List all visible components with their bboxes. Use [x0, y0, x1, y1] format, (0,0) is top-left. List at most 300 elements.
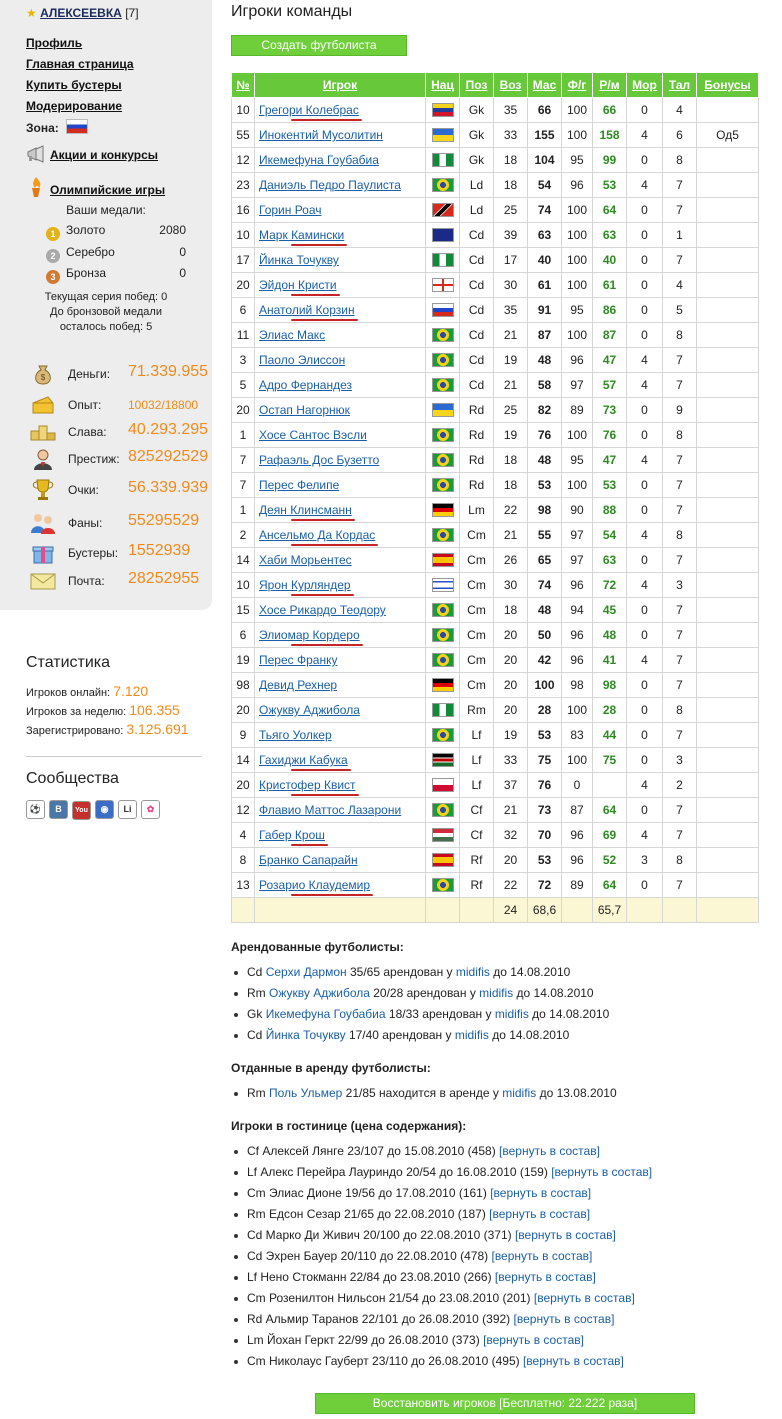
- cell-pos: Gk: [460, 148, 494, 173]
- cell-rm: 40: [593, 248, 627, 273]
- cell-n: 14: [232, 748, 255, 773]
- return-to-squad-link[interactable]: [вернуть в состав]: [513, 1312, 615, 1326]
- owner-link[interactable]: midifis: [455, 965, 490, 979]
- stat-value: 71.339.955: [128, 363, 209, 380]
- owner-link[interactable]: midifis: [494, 1007, 529, 1021]
- cell-n: 3: [232, 348, 255, 373]
- cell-mor: 0: [627, 548, 663, 573]
- country-flag-icon: [432, 403, 454, 417]
- promo-contests-link[interactable]: [26, 145, 158, 163]
- list-item: [234, 986, 594, 1000]
- cell-rm: [593, 773, 627, 798]
- cell-tal: 4: [663, 273, 697, 298]
- column-header[interactable]: Мор: [627, 73, 663, 98]
- cell-bonus: [697, 798, 759, 823]
- cell-nationality: [426, 523, 460, 548]
- bullet-icon: [234, 1360, 238, 1364]
- player-link[interactable]: Йинка Точукву: [259, 253, 339, 267]
- player-link[interactable]: Перес Франку: [259, 653, 338, 667]
- cell-tal: 7: [663, 198, 697, 223]
- cell-mas: 48: [528, 598, 562, 623]
- column-header[interactable]: Ф/г: [562, 73, 593, 98]
- cell-bonus: [697, 648, 759, 673]
- nav-profile[interactable]: Профиль: [26, 36, 83, 50]
- zone-label: Зона:: [26, 121, 59, 135]
- return-to-squad-link[interactable]: [вернуть в состав]: [522, 1354, 624, 1368]
- totals-cell: [460, 898, 494, 923]
- column-header[interactable]: Поз: [460, 73, 494, 98]
- cell-bonus: [697, 498, 759, 523]
- bullet-icon: [234, 1171, 238, 1175]
- cell-mor: 4: [627, 173, 663, 198]
- podium-icon: [30, 420, 56, 444]
- cell-rm: 73: [593, 398, 627, 423]
- cell-bonus: [697, 148, 759, 173]
- cell-tal: 7: [663, 498, 697, 523]
- medal-value: 2080: [159, 223, 186, 237]
- bullet-icon: [234, 1150, 238, 1154]
- russia-flag-icon: [66, 119, 88, 134]
- cell-age: 17: [494, 248, 528, 273]
- player-link[interactable]: Икемефуна Гоубабиа: [259, 153, 379, 167]
- cell-bonus: [697, 573, 759, 598]
- cell-mas: 58: [528, 373, 562, 398]
- return-to-squad-link[interactable]: [вернуть в состав]: [489, 1207, 591, 1221]
- cell-mor: 4: [627, 823, 663, 848]
- player-link[interactable]: Хосе Сантос Вэсли: [259, 428, 367, 442]
- cell-pos: Ld: [460, 173, 494, 198]
- cell-fg: 89: [562, 398, 593, 423]
- return-to-squad-link[interactable]: [вернуть в состав]: [490, 1186, 592, 1200]
- cell-nationality: [426, 473, 460, 498]
- medal-value: 0: [179, 245, 186, 259]
- cell-mas: 74: [528, 573, 562, 598]
- player-link[interactable]: Перес Фелипе: [259, 478, 340, 492]
- page-title: Игроки команды: [231, 3, 353, 20]
- cell-mor: 0: [627, 298, 663, 323]
- stat-value: 825292529: [128, 448, 209, 465]
- player-link[interactable]: Хосе Рикардо Теодору: [259, 603, 386, 617]
- cell-name: [255, 198, 426, 223]
- cell-mas: 100: [528, 673, 562, 698]
- cell-age: 20: [494, 698, 528, 723]
- cell-age: 21: [494, 523, 528, 548]
- cell-n: 12: [232, 148, 255, 173]
- cell-mas: 73: [528, 798, 562, 823]
- list-item: [234, 1086, 617, 1100]
- cell-pos: Cf: [460, 798, 494, 823]
- table-row: [232, 823, 759, 848]
- team-name-link[interactable]: АЛЕКСЕЕВКА: [40, 6, 122, 20]
- table-row: [232, 548, 759, 573]
- column-header[interactable]: Р/м: [593, 73, 627, 98]
- cell-bonus: [697, 323, 759, 348]
- list-item: [234, 1186, 591, 1200]
- cell-nationality: [426, 548, 460, 573]
- stat-experience: [30, 393, 210, 417]
- cell-nationality: [426, 298, 460, 323]
- stat-label: Фаны:: [68, 516, 103, 530]
- totals-cell: [562, 898, 593, 923]
- player-link[interactable]: Эйдон Кристи: [259, 278, 337, 292]
- column-header[interactable]: Мас: [528, 73, 562, 98]
- cell-mor: 4: [627, 773, 663, 798]
- cell-bonus: [697, 698, 759, 723]
- cell-n: 7: [232, 473, 255, 498]
- cell-bonus: [697, 298, 759, 323]
- country-flag-icon: [432, 478, 454, 492]
- player-link[interactable]: Ожукву Аджибола: [259, 703, 360, 717]
- player-link[interactable]: Деян Клинсманн: [259, 503, 352, 517]
- cell-nationality: [426, 673, 460, 698]
- cell-tal: 7: [663, 798, 697, 823]
- nav-moderation[interactable]: Модерирование: [26, 99, 123, 113]
- cell-nationality: [426, 173, 460, 198]
- hotel-player-text: Lf Нено Стокманн 22/84 до 23.08.2010 (266): [247, 1270, 492, 1284]
- table-row: [232, 373, 759, 398]
- player-link[interactable]: Девид Рехнер: [259, 678, 338, 692]
- liveinternet-icon[interactable]: Li: [118, 800, 137, 819]
- player-link[interactable]: Марк Камински: [259, 228, 345, 242]
- list-item: [234, 1007, 609, 1021]
- olympic-games-link[interactable]: [26, 176, 165, 197]
- totals-cell: [627, 898, 663, 923]
- cell-bonus: [697, 598, 759, 623]
- cell-mor: 4: [627, 573, 663, 598]
- cell-fg: 98: [562, 673, 593, 698]
- player-link[interactable]: Рафаэль Дос Бузетто: [259, 453, 380, 467]
- item-position: Rm: [247, 1086, 266, 1100]
- item-until: до 13.08.2010: [539, 1086, 617, 1100]
- cell-fg: 100: [562, 323, 593, 348]
- stat-label: Опыт:: [68, 398, 102, 412]
- cell-rm: 53: [593, 173, 627, 198]
- cell-tal: 5: [663, 298, 697, 323]
- player-link[interactable]: Элиомар Кордеро: [259, 628, 360, 642]
- list-item: [234, 1249, 592, 1263]
- table-row: [232, 523, 759, 548]
- cell-name: [255, 548, 426, 573]
- cell-fg: 96: [562, 623, 593, 648]
- trophy-icon: [30, 478, 56, 502]
- streak-line: осталось побед: 5: [59, 321, 153, 333]
- player-link[interactable]: Ансельмо Да Кордас: [259, 528, 376, 542]
- cell-mas: 82: [528, 398, 562, 423]
- cell-n: 17: [232, 248, 255, 273]
- youtube-icon[interactable]: You: [72, 801, 91, 820]
- column-header[interactable]: Тал: [663, 73, 697, 98]
- cell-rm: 88: [593, 498, 627, 523]
- country-flag-icon: [432, 353, 454, 367]
- player-link[interactable]: Хаби Морьентес: [259, 553, 352, 567]
- promo-contests-label: Акции и конкурсы: [50, 148, 159, 162]
- cell-rm: 66: [593, 98, 627, 123]
- svg-text:$: $: [40, 373, 46, 382]
- cell-age: 21: [494, 798, 528, 823]
- stat-value: 55295529: [128, 512, 200, 529]
- cell-tal: 9: [663, 398, 697, 423]
- cell-mas: 104: [528, 148, 562, 173]
- stat-fans: [30, 511, 210, 535]
- player-link[interactable]: Поль Ульмер: [269, 1086, 343, 1100]
- cell-fg: 89: [562, 873, 593, 898]
- medal-label: Бронза: [66, 266, 107, 280]
- country-flag-icon: [432, 228, 454, 242]
- cell-age: 18: [494, 473, 528, 498]
- cell-age: 33: [494, 123, 528, 148]
- cell-age: 20: [494, 848, 528, 873]
- owner-link[interactable]: midifis: [502, 1086, 537, 1100]
- table-row: [232, 448, 759, 473]
- cell-nationality: [426, 223, 460, 248]
- cell-fg: 96: [562, 173, 593, 198]
- cell-mor: 0: [627, 398, 663, 423]
- return-to-squad-link[interactable]: [вернуть в состав]: [491, 1249, 593, 1263]
- cell-tal: 7: [663, 248, 697, 273]
- owner-link[interactable]: midifis: [454, 1028, 489, 1042]
- return-to-squad-link[interactable]: [вернуть в состав]: [483, 1333, 584, 1347]
- hotel-player-text: Cf Алексей Лянге 23/107 до 15.08.2010 (458): [247, 1144, 496, 1158]
- cell-pos: Rm: [460, 698, 494, 723]
- cell-age: 20: [494, 648, 528, 673]
- cell-pos: Lf: [460, 748, 494, 773]
- cell-pos: Rd: [460, 423, 494, 448]
- cell-age: 39: [494, 223, 528, 248]
- cell-nationality: [426, 773, 460, 798]
- cell-rm: 99: [593, 148, 627, 173]
- odnoklassniki-icon[interactable]: ◉: [95, 800, 114, 819]
- player-link[interactable]: Флавио Маттос Лазарони: [259, 803, 402, 817]
- player-link[interactable]: Бранко Сапарайн: [259, 853, 358, 867]
- column-header[interactable]: №: [232, 73, 255, 98]
- hotel-player-text: Lf Алекс Перейра Лауриндо 20/54 до 16.08.2010 (159): [247, 1165, 548, 1179]
- table-row: [232, 573, 759, 598]
- hotel-title: Игроки в гостинице (цена содержания):: [231, 1119, 467, 1133]
- cell-bonus: [697, 848, 759, 873]
- column-header[interactable]: Нац: [426, 73, 460, 98]
- vkontakte-icon[interactable]: B: [49, 800, 68, 819]
- player-link[interactable]: Паоло Элиссон: [259, 353, 346, 367]
- return-to-squad-link[interactable]: [вернуть в состав]: [551, 1165, 653, 1179]
- player-link[interactable]: Гахиджи Кабука: [259, 753, 348, 767]
- return-to-squad-link[interactable]: [вернуть в состав]: [499, 1144, 600, 1158]
- item-until: до 14.08.2010: [492, 1028, 570, 1042]
- cell-nationality: [426, 248, 460, 273]
- player-link[interactable]: Тьяго Уолкер: [259, 728, 332, 742]
- cell-tal: 7: [663, 448, 697, 473]
- country-flag-icon: [432, 753, 454, 767]
- cell-nationality: [426, 398, 460, 423]
- cell-nationality: [426, 623, 460, 648]
- cell-fg: 100: [562, 473, 593, 498]
- cell-name: [255, 848, 426, 873]
- cell-fg: 95: [562, 148, 593, 173]
- cell-n: 1: [232, 498, 255, 523]
- cell-mas: 53: [528, 723, 562, 748]
- player-link[interactable]: Серхи Дармон: [265, 965, 347, 979]
- cell-name: [255, 623, 426, 648]
- medal-label: Золото: [66, 223, 106, 237]
- cell-fg: 83: [562, 723, 593, 748]
- cell-bonus: [697, 173, 759, 198]
- stat-money: [30, 362, 210, 386]
- cell-tal: 7: [663, 723, 697, 748]
- cell-nationality: [426, 598, 460, 623]
- player-link[interactable]: Ярон Курляндер: [259, 578, 351, 592]
- player-link[interactable]: Анатолий Корзин: [259, 303, 355, 317]
- country-flag-icon: [432, 778, 454, 792]
- lent-title: Отданные в аренду футболисты:: [231, 1061, 431, 1075]
- cell-tal: 3: [663, 573, 697, 598]
- moi-mir-icon[interactable]: ✿: [141, 800, 160, 819]
- cell-pos: Cm: [460, 623, 494, 648]
- player-link[interactable]: Элиас Макс: [259, 328, 326, 342]
- player-link[interactable]: Розарио Клаудемир: [259, 878, 371, 892]
- item-until: до 14.08.2010: [516, 986, 594, 1000]
- cell-pos: Lf: [460, 723, 494, 748]
- player-link[interactable]: Грегори Колебрас: [259, 103, 359, 117]
- cell-mor: 4: [627, 373, 663, 398]
- cell-tal: 8: [663, 698, 697, 723]
- player-link[interactable]: Ожукву Аджибола: [269, 986, 370, 1000]
- cell-age: 18: [494, 448, 528, 473]
- stat-value: 56.339.939: [128, 479, 209, 496]
- cell-age: 19: [494, 348, 528, 373]
- zone: [26, 119, 88, 135]
- list-item: [234, 1228, 616, 1242]
- cell-nationality: [426, 648, 460, 673]
- list-item: [234, 1207, 590, 1221]
- cell-n: 10: [232, 573, 255, 598]
- cell-n: 6: [232, 623, 255, 648]
- cell-n: 5: [232, 373, 255, 398]
- cell-pos: Cd: [460, 248, 494, 273]
- player-link[interactable]: Йинка Точукву: [265, 1028, 346, 1042]
- cell-rm: 64: [593, 198, 627, 223]
- cell-mor: 0: [627, 198, 663, 223]
- cell-tal: 7: [663, 873, 697, 898]
- cell-tal: 7: [663, 473, 697, 498]
- cell-nationality: [426, 198, 460, 223]
- cell-nationality: [426, 698, 460, 723]
- country-flag-icon: [432, 678, 454, 692]
- table-row: [232, 423, 759, 448]
- cell-rm: 53: [593, 473, 627, 498]
- table-row: [232, 673, 759, 698]
- country-flag-icon: [432, 103, 454, 117]
- column-header[interactable]: Воз: [494, 73, 528, 98]
- table-row: [232, 348, 759, 373]
- cell-nationality: [426, 848, 460, 873]
- cell-n: 13: [232, 873, 255, 898]
- hotel-player-text: Rm Едсон Сезар 21/65 до 22.08.2010 (187): [247, 1207, 486, 1221]
- table-row: [232, 123, 759, 148]
- cell-rm: 47: [593, 348, 627, 373]
- cell-n: 23: [232, 173, 255, 198]
- cell-rm: 57: [593, 373, 627, 398]
- cell-rm: 98: [593, 673, 627, 698]
- table-row: [232, 323, 759, 348]
- country-flag-icon: [432, 528, 454, 542]
- football-icon[interactable]: ⚽: [26, 800, 45, 819]
- registered-count: [26, 721, 189, 737]
- cell-bonus: [697, 223, 759, 248]
- country-flag-icon: [432, 378, 454, 392]
- cell-name: [255, 323, 426, 348]
- cell-fg: 100: [562, 748, 593, 773]
- table-row: [232, 798, 759, 823]
- cell-nationality: [426, 273, 460, 298]
- country-flag-icon: [432, 578, 454, 592]
- cell-fg: 87: [562, 798, 593, 823]
- player-link[interactable]: Инокентий Мусолитин: [259, 128, 383, 142]
- cell-age: 26: [494, 548, 528, 573]
- cell-mas: 55: [528, 523, 562, 548]
- nav-buy-boosters[interactable]: Купить бустеры: [26, 78, 122, 92]
- cell-nationality: [426, 148, 460, 173]
- cell-mor: 0: [627, 873, 663, 898]
- cell-rm: 45: [593, 598, 627, 623]
- user-header: [26, 6, 139, 20]
- player-link[interactable]: Габер Крош: [259, 828, 325, 842]
- country-flag-icon: [432, 128, 454, 142]
- cell-mor: 4: [627, 348, 663, 373]
- hotel-player-text: Cm Розенилтон Нильсон 21/54 до 23.08.2010 (201): [247, 1291, 531, 1305]
- country-flag-icon: [432, 703, 454, 717]
- return-to-squad-link[interactable]: [вернуть в состав]: [533, 1291, 635, 1305]
- cell-bonus: [697, 248, 759, 273]
- player-link[interactable]: Кристофер Квист: [259, 778, 356, 792]
- hotel-player-text: Lm Йохан Геркт 22/99 до 26.08.2010 (373): [247, 1333, 480, 1347]
- cell-rm: 87: [593, 323, 627, 348]
- cell-nationality: [426, 123, 460, 148]
- cell-pos: Cd: [460, 298, 494, 323]
- return-to-squad-link[interactable]: [вернуть в состав]: [494, 1270, 596, 1284]
- cell-pos: Rf: [460, 873, 494, 898]
- player-link[interactable]: Горин Роач: [259, 203, 322, 217]
- totals-cell: 24: [494, 898, 528, 923]
- country-flag-icon: [432, 503, 454, 517]
- cell-name: [255, 498, 426, 523]
- cell-tal: 2: [663, 773, 697, 798]
- cell-pos: Lf: [460, 773, 494, 798]
- list-item: [234, 1144, 600, 1158]
- cell-age: 18: [494, 173, 528, 198]
- cell-mas: 76: [528, 423, 562, 448]
- player-link[interactable]: Даниэль Педро Паулиста: [259, 178, 401, 192]
- column-header[interactable]: Игрок: [255, 73, 426, 98]
- player-link[interactable]: Адро Фернандез: [259, 378, 352, 392]
- return-to-squad-link[interactable]: [вернуть в состав]: [514, 1228, 616, 1242]
- column-header[interactable]: Бонусы: [697, 73, 759, 98]
- player-link[interactable]: Икемефуна Гоубабиа: [265, 1007, 386, 1021]
- restore-players-button[interactable]: Восстановить игроков [Бесплатно: 22.222 раза]: [315, 1393, 695, 1414]
- stat-boosters: [30, 541, 210, 565]
- create-player-button[interactable]: Создать футболиста: [231, 35, 407, 56]
- owner-link[interactable]: midifis: [479, 986, 514, 1000]
- cell-pos: Cm: [460, 573, 494, 598]
- nav-home[interactable]: Главная страница: [26, 57, 134, 71]
- cell-n: 2: [232, 523, 255, 548]
- cell-n: 19: [232, 648, 255, 673]
- cell-fg: 100: [562, 223, 593, 248]
- cell-rm: 76: [593, 423, 627, 448]
- bullet-icon: [234, 1234, 238, 1238]
- cell-rm: 44: [593, 723, 627, 748]
- player-link[interactable]: Остап Нагорнюк: [259, 403, 350, 417]
- cell-age: 32: [494, 823, 528, 848]
- cell-mas: 61: [528, 273, 562, 298]
